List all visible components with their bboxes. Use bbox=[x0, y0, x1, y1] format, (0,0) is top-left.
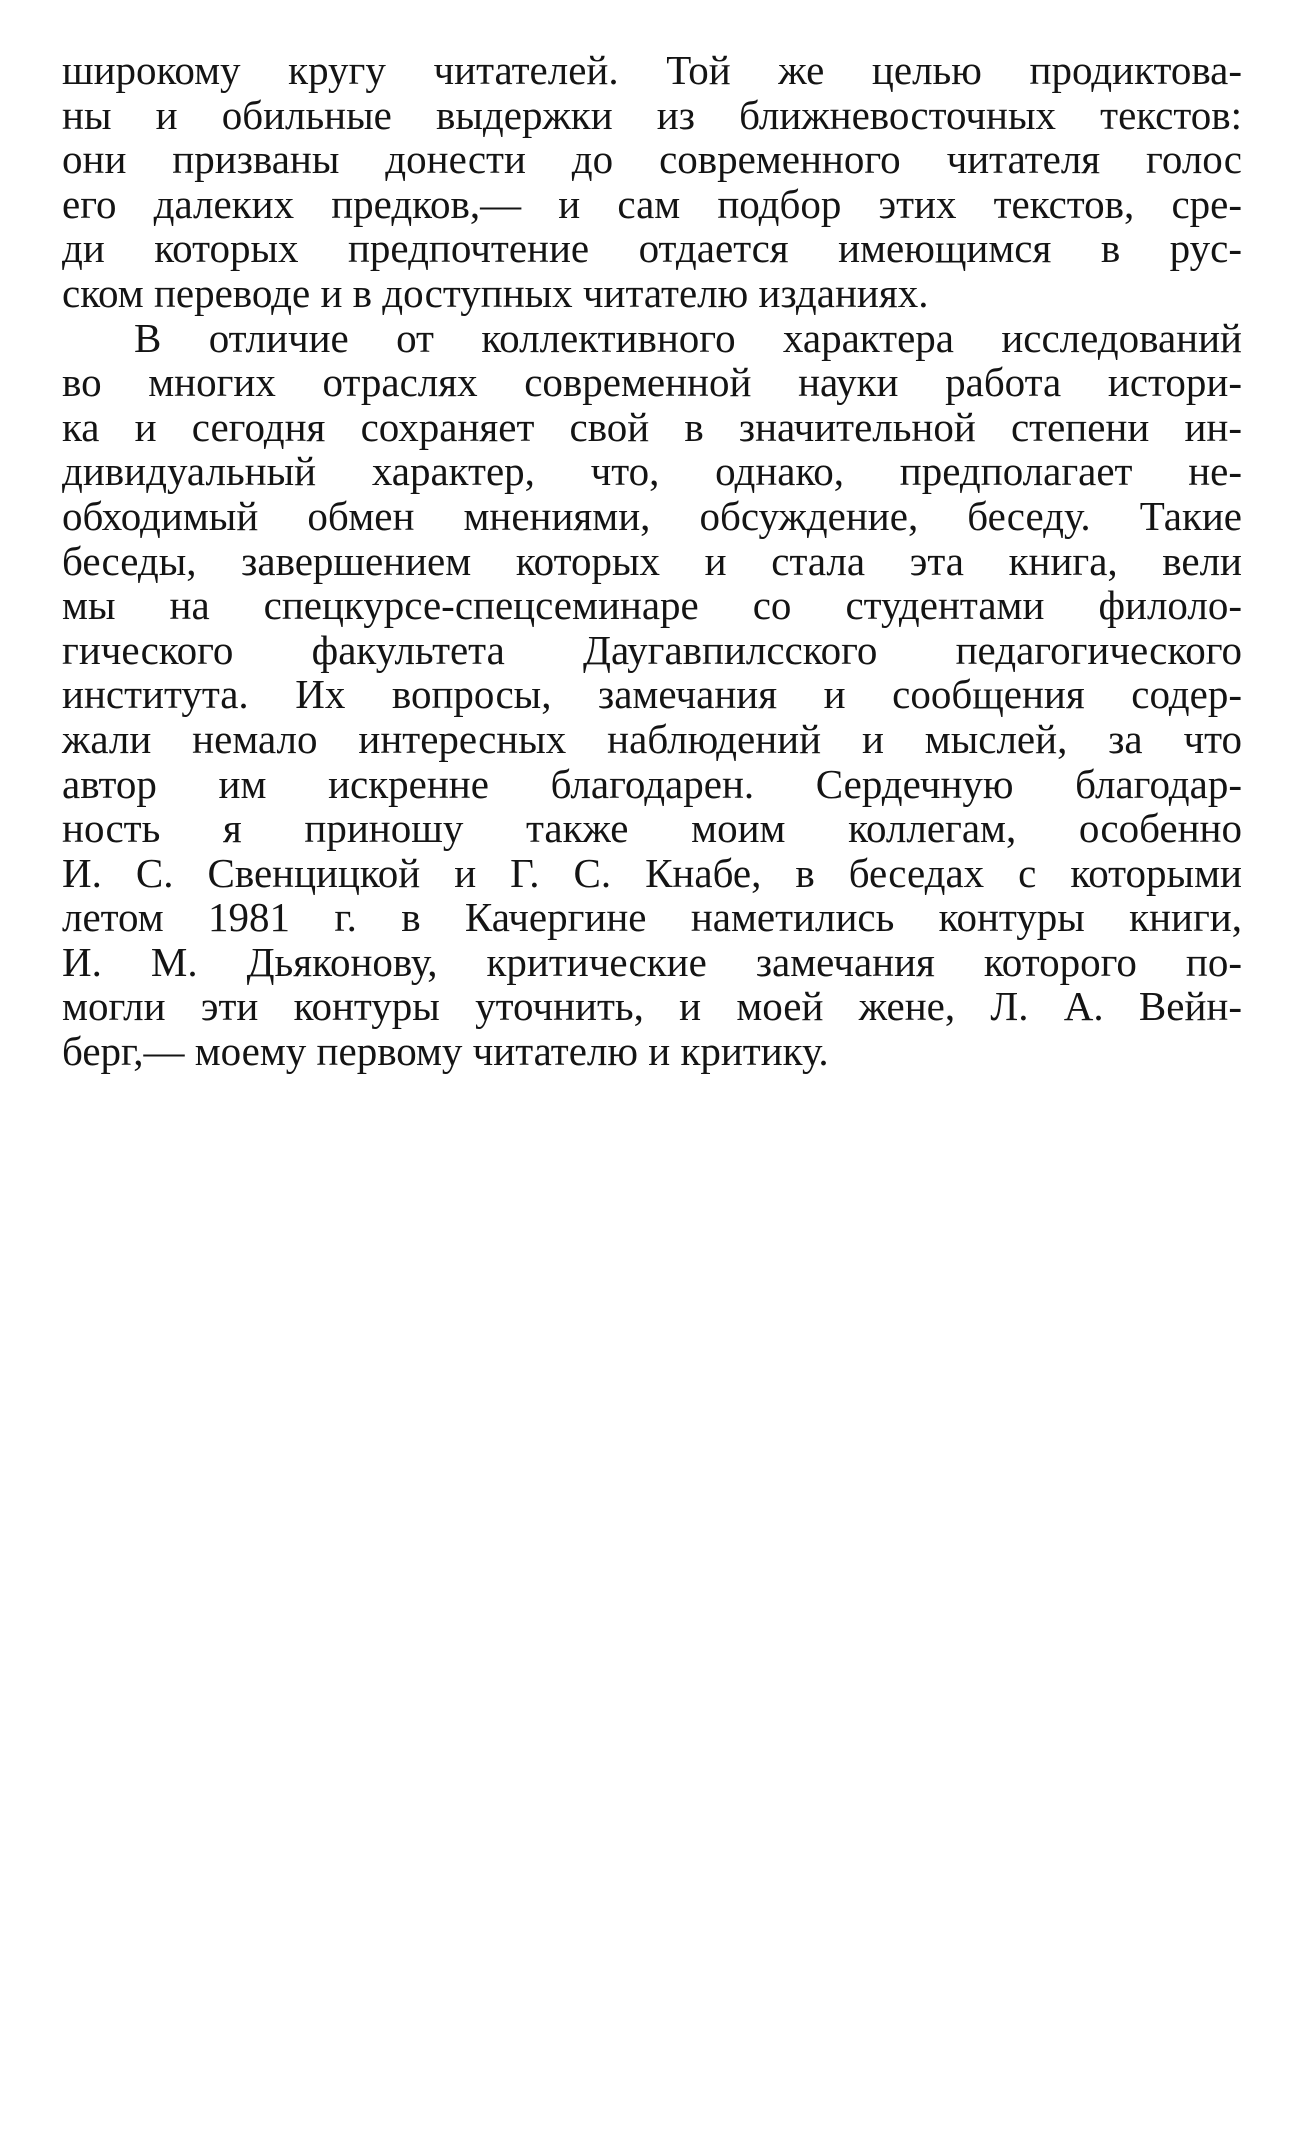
text-line: жали немало интересных наблюдений и мыслей, за что bbox=[62, 715, 1242, 762]
text-line: его далеких предков,— и сам подбор этих текстов, сре- bbox=[62, 180, 1242, 227]
text-line: могли эти контуры уточнить, и моей жене, Л. А. Вейн- bbox=[62, 983, 1242, 1030]
text-line: ди которых предпочтение отдается имеющимся в рус- bbox=[62, 225, 1242, 272]
text-line: И. С. Свенцицкой и Г. С. Кнабе, в беседах с которыми bbox=[62, 849, 1242, 896]
text-line: И. М. Дьяконову, критические замечания которого по- bbox=[62, 938, 1242, 985]
text-line: мы на спецкурсе-спецсеминаре со студентами филоло- bbox=[62, 582, 1242, 629]
text-line: широкому кругу читателей. Той же целью продиктова- bbox=[62, 47, 1242, 93]
text-line: берг,— моему первому читателю и критику. bbox=[62, 1028, 829, 1075]
text-line: беседы, завершением которых и стала эта книга, вели bbox=[62, 537, 1242, 584]
text-line: ны и обильные выдержки из ближневосточных текстов: bbox=[62, 91, 1242, 138]
text-line: обходимый обмен мнениями, обсуждение, беседу. Такие bbox=[62, 492, 1242, 539]
body-text bbox=[62, 48, 1242, 1074]
text-line: летом 1981 г. в Качергине наметились контуры книги, bbox=[62, 894, 1242, 941]
text-line: дивидуальный характер, что, однако, предполагает не- bbox=[62, 448, 1242, 495]
text-line: гического факультета Даугавпилсского педагогического bbox=[62, 626, 1242, 673]
text-line: ском переводе и в доступных читателю изданиях. bbox=[62, 269, 929, 316]
paragraph-2 bbox=[62, 316, 1242, 1074]
text-line: ка и сегодня сохраняет свой в значительной степени ин- bbox=[62, 403, 1242, 450]
text-line: автор им искренне благодарен. Сердечную благодар- bbox=[62, 760, 1242, 807]
text-line: В отличие от коллективного характера исследований bbox=[134, 314, 1242, 361]
text-line: ность я приношу также моим коллегам, особенно bbox=[62, 805, 1242, 852]
text-line: во многих отраслях современной науки работа истори- bbox=[62, 359, 1242, 406]
text-line: они призваны донести до современного читателя голос bbox=[62, 136, 1242, 183]
paragraph-1 bbox=[62, 48, 1242, 316]
text-line: института. Их вопросы, замечания и сообщения содер- bbox=[62, 671, 1242, 718]
